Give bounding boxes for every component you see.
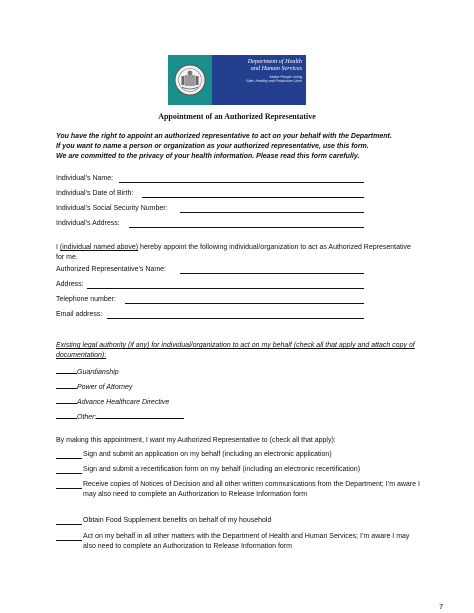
individual-ssn-field[interactable] — [180, 212, 364, 213]
food-supplement-check-label: Obtain Food Supplement benefits on behalf of my household — [83, 517, 272, 524]
intro-line-1: You have the right to appoint an authorized representative to act on your behalf with the Department. — [56, 133, 392, 140]
logo-tagline-line1: Maine People Living — [269, 75, 302, 79]
food-supplement-check-blank[interactable] — [56, 524, 82, 525]
intro-text — [56, 132, 436, 162]
notices-check-label: Receive copies of Notices of Decision and all other written communications from the Department; I’m aware I may also need to complete an Authorization to Release Information form — [83, 481, 420, 498]
legal-authority-heading: Existing legal authority (if any) for individual/organization to act on my behalf (check all that apply and attach copy of documentation): — [56, 342, 415, 359]
individual-ssn-label: Individual’s Social Security Number: — [56, 205, 168, 212]
individual-dob-field[interactable] — [142, 197, 364, 198]
rep-email-field[interactable] — [107, 318, 364, 319]
appointment-individual-ref: (individual named above) — [59, 244, 139, 251]
logo-text-panel — [212, 55, 306, 105]
individual-address-field[interactable] — [129, 227, 364, 228]
recertification-check-label: Sign and submit a recertification form on my behalf (including an electronic recertification) — [83, 466, 361, 473]
page-number: 7 — [439, 602, 444, 611]
legal-option-other[interactable] — [56, 412, 184, 422]
notices-check-blank[interactable] — [56, 488, 82, 489]
rep-telephone-field[interactable] — [125, 303, 364, 304]
rep-telephone-label: Telephone number: — [56, 296, 116, 303]
poa-label: Power of Attorney — [77, 384, 133, 391]
legal-option-guardianship[interactable] — [56, 367, 119, 377]
other-label: Other: — [77, 414, 97, 421]
poa-check-blank[interactable] — [56, 382, 77, 389]
individual-name-field[interactable] — [119, 182, 364, 183]
individual-address-label: Individual’s Address: — [56, 220, 120, 227]
intro-line-3: We are committed to the privacy of your health information. Please read this form carefully. — [56, 153, 360, 160]
logo-title-line1: Department of Health — [247, 58, 302, 65]
other-check-blank[interactable] — [56, 412, 77, 419]
individual-dob-label: Individual’s Date of Birth: — [56, 190, 134, 197]
form-title: Appointment of an Authorized Representative — [158, 112, 316, 121]
rep-name-field[interactable] — [180, 273, 364, 274]
logo-title-line2: and Human Services — [250, 65, 302, 72]
individual-name-label: Individual’s Name: — [56, 175, 114, 182]
guardianship-check-blank[interactable] — [56, 367, 77, 374]
application-check-blank[interactable] — [56, 458, 82, 459]
rep-email-label: Email address: — [56, 311, 103, 318]
checks-intro: By making this appointment, I want my Authorized Representative to (check all that apply): — [56, 437, 336, 444]
all-matters-check-label: Act on my behalf in all other matters with the Department of Health and Human Services; I’m aware I may also need to complete an Authorization to Release Information form — [83, 533, 410, 550]
rep-address-label: Address: — [56, 281, 84, 288]
maine-seal-icon — [173, 61, 207, 99]
legal-option-poa[interactable] — [56, 382, 132, 392]
guardianship-label: Guardianship — [77, 369, 119, 376]
all-matters-check-blank[interactable] — [56, 540, 82, 541]
directive-check-blank[interactable] — [56, 397, 77, 404]
other-specify-field[interactable] — [96, 412, 184, 419]
appointment-prefix: I — [56, 244, 60, 251]
appointment-suffix: hereby appoint the following individual/organization to act as Authorized Representative for me. — [56, 244, 411, 261]
recertification-check-blank[interactable] — [56, 473, 82, 474]
rep-name-label: Authorized Representative’s Name: — [56, 266, 166, 273]
dhhs-logo — [168, 55, 306, 105]
legal-option-directive[interactable] — [56, 397, 169, 407]
state-seal — [168, 55, 212, 105]
intro-line-2: If you want to name a person or organization as your authorized representative, use this form. — [56, 143, 369, 150]
logo-tagline-line2: Safe, Healthy and Productive Lives — [246, 79, 302, 84]
application-check-label: Sign and submit an application on my behalf (including an electronic application) — [83, 451, 332, 458]
directive-label: Advance Healthcare Directive — [77, 399, 170, 406]
appointment-statement — [56, 243, 418, 263]
rep-address-field[interactable] — [87, 288, 364, 289]
